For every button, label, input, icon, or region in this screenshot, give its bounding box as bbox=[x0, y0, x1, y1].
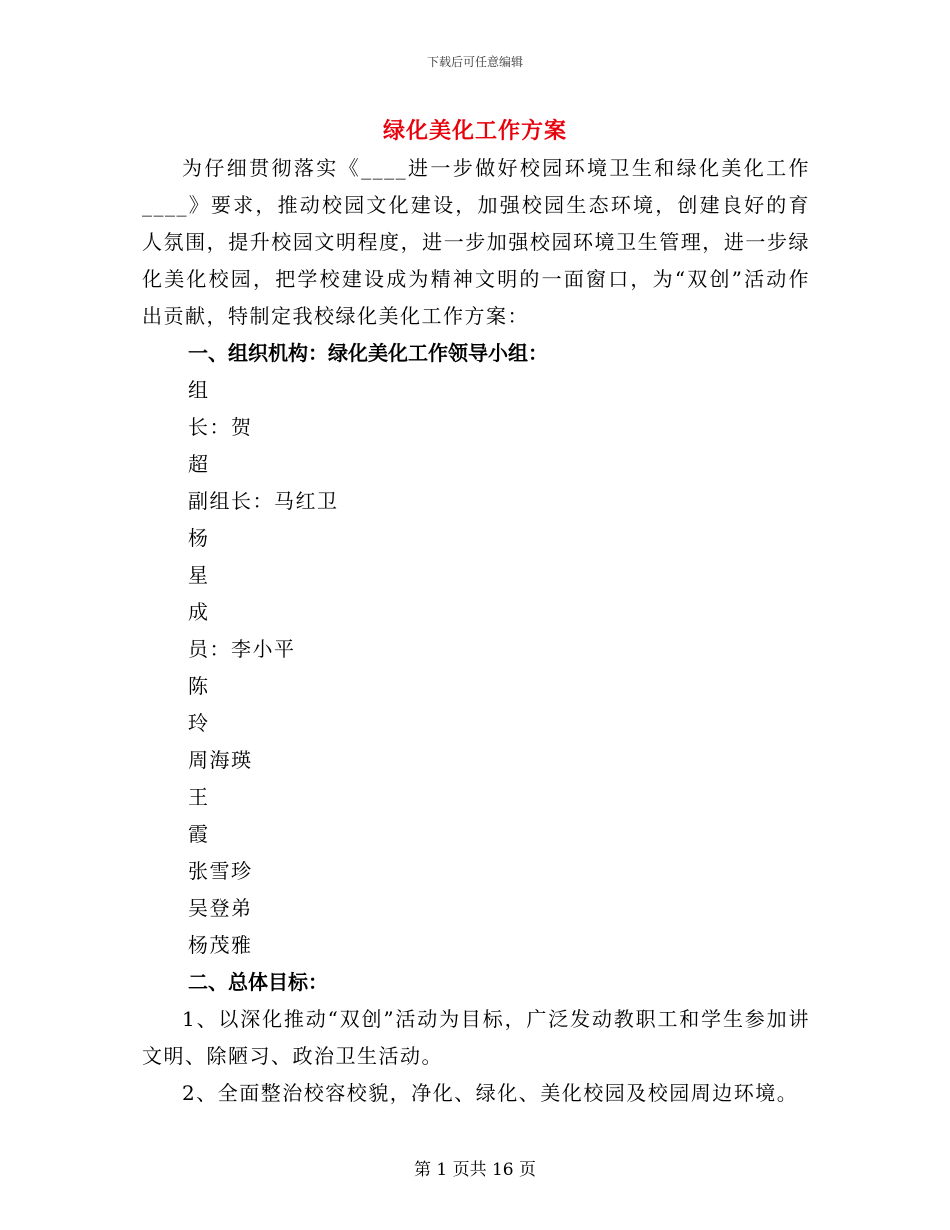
section-heading-organization: 一、组织机构：绿化美化工作领导小组： bbox=[188, 341, 548, 365]
member-line: 吴登弟 bbox=[188, 896, 253, 920]
document-title: 绿化美化工作方案 bbox=[382, 118, 567, 144]
member-line: 陈 bbox=[188, 674, 210, 698]
member-line: 王 bbox=[188, 785, 210, 809]
member-line: 组 bbox=[188, 378, 210, 402]
intro-paragraph: 为仔细贯彻落实《____进一步做好校园环境卫生和绿化美化工作____》要求，推动校园文化建设，加强校园生态环境，创建良好的育人氛围，提升校园文明程度，进一步加强校园环境卫生管理，进一步绿化美化校园，把学校建设成为精神文明的一面窗口，为“双创”活动作出贡献，特制定我校绿化美化工作方案： bbox=[142, 156, 810, 328]
member-line: 杨 bbox=[188, 526, 210, 550]
member-line: 周海瑛 bbox=[188, 748, 253, 772]
member-line: 霞 bbox=[188, 822, 210, 846]
goal-item: 2、全面整治校容校貌，净化、绿化、美化校园及校园周边环境。 bbox=[182, 1081, 799, 1105]
page-footer: 第 1 页共 16 页 bbox=[413, 1160, 537, 1180]
member-list bbox=[142, 372, 810, 964]
member-line: 员：李小平 bbox=[188, 637, 296, 661]
document-body bbox=[142, 150, 810, 1112]
member-line: 星 bbox=[188, 563, 210, 587]
member-line: 张雪珍 bbox=[188, 859, 253, 883]
header-note: 下载后可任意编辑 bbox=[426, 55, 523, 69]
section-heading-goals: 二、总体目标： bbox=[188, 970, 328, 994]
member-line: 杨茂雅 bbox=[188, 933, 253, 957]
member-line: 长：贺 bbox=[188, 415, 253, 439]
member-line: 成 bbox=[188, 600, 210, 624]
member-line: 超 bbox=[188, 452, 210, 476]
goal-item: 1、以深化推动“双创”活动为目标，广泛发动教职工和学生参加讲文明、除陋习、政治卫生活动。 bbox=[142, 1007, 810, 1068]
member-line: 副组长：马红卫 bbox=[188, 489, 339, 513]
member-line: 玲 bbox=[188, 711, 210, 735]
